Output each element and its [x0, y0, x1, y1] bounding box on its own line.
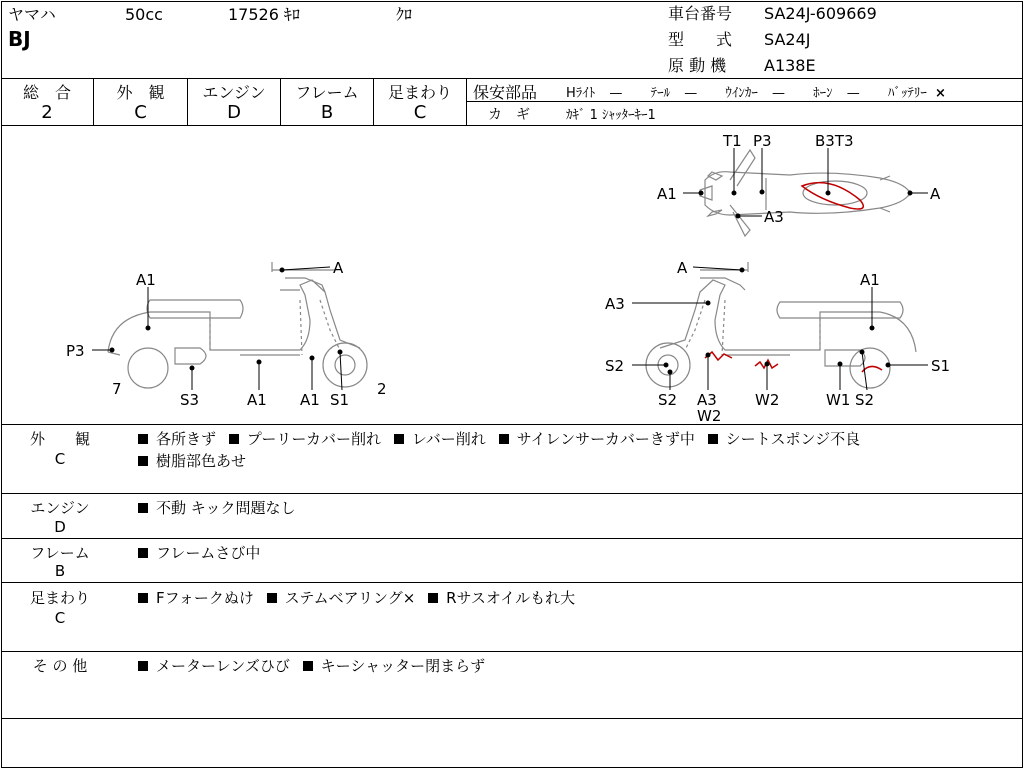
- safety-taillight: ﾃｰﾙ: [650, 86, 671, 101]
- remark-item: フレームさび中: [156, 544, 261, 562]
- label-right-a3-b: A3: [697, 391, 717, 409]
- remark-exterior-label: 外 観: [29, 430, 90, 448]
- bullet-icon: [267, 593, 277, 603]
- maker: ヤマハ: [8, 5, 56, 24]
- label-top-p3: P3: [753, 132, 772, 150]
- safety-battery-mark: ×: [935, 86, 946, 101]
- label-right-a-top: A: [677, 259, 688, 277]
- remark-item: ステムベアリング×: [284, 589, 416, 607]
- label-right-s2-b: S2: [658, 391, 678, 409]
- color: ｸﾛ: [396, 5, 413, 24]
- label-left-a1-bottom: A1: [247, 391, 267, 409]
- label-right-s2-c: S2: [855, 391, 875, 409]
- label-left-s1: S1: [330, 391, 350, 409]
- divider: [1, 493, 1022, 494]
- remark-item: レバー削れ: [411, 430, 486, 448]
- grade-engine-label: エンジン: [202, 83, 266, 102]
- label-right-a1-top: A1: [860, 271, 880, 289]
- divider: [1, 78, 1022, 79]
- divider: [1, 582, 1022, 583]
- divider: [1, 424, 1022, 425]
- divider: [466, 101, 1022, 102]
- remark-other-label: そ の 他: [32, 657, 88, 675]
- bullet-icon: [138, 456, 148, 466]
- remark-item: Fフォークぬけ: [156, 589, 254, 607]
- remark-suspension-line1: [138, 587, 575, 608]
- label-left-s3: S3: [180, 391, 200, 409]
- bullet-icon: [708, 434, 718, 444]
- grade-exterior-label: 外 観: [116, 83, 165, 102]
- engine-value: A138E: [764, 56, 816, 75]
- safety-battery: ﾊﾞｯﾃﾘｰ: [887, 86, 927, 101]
- bullet-icon: [138, 661, 148, 671]
- divider: [1, 651, 1022, 652]
- safety-horn-mark: —: [846, 86, 860, 101]
- bullet-icon: [138, 548, 148, 558]
- label-right-a3: A3: [605, 295, 625, 313]
- safety-winker-mark: —: [771, 86, 785, 101]
- key-value: ｶｷﾞ 1 ｼｬｯﾀｰｷｰ1: [566, 108, 656, 123]
- label-left-a-top: A: [333, 259, 344, 277]
- label-right-s2-left: S2: [605, 357, 625, 375]
- remark-frame-grade: B: [54, 562, 66, 580]
- label-right-w1: W1: [826, 391, 851, 409]
- grade-total-value: 2: [41, 102, 53, 123]
- displacement: 50cc: [125, 5, 163, 24]
- label-left-a1-bottom2: A1: [300, 391, 320, 409]
- label-left-2: 2: [377, 380, 387, 398]
- label-left-a1-top: A1: [136, 271, 156, 289]
- remark-item: 各所きず: [156, 430, 217, 448]
- label-right-w2-c: W2: [755, 391, 780, 409]
- label-left-p3: P3: [66, 342, 85, 360]
- divider: [1, 718, 1022, 719]
- frame-no: SA24J-609669: [764, 4, 877, 23]
- type-value: SA24J: [764, 30, 811, 49]
- bullet-icon: [229, 434, 239, 444]
- safety-taillight-mark: —: [684, 86, 698, 101]
- safety-horn: ﾎｰﾝ: [813, 86, 833, 101]
- label-right-w2-b: W2: [697, 407, 722, 424]
- grade-frame-label: フレーム: [295, 83, 359, 102]
- remark-engine-line1: [138, 497, 295, 518]
- label-top-t1: T1: [723, 132, 742, 150]
- engine-label: 原 動 機: [668, 56, 727, 75]
- divider: [466, 78, 467, 125]
- remark-exterior-line2: [138, 450, 246, 471]
- key-label: カ ギ: [488, 107, 530, 123]
- mileage: 17526 ｷﾛ: [228, 5, 300, 24]
- bullet-icon: [428, 593, 438, 603]
- safety-label: 保安部品: [473, 83, 538, 102]
- remark-item: キーシャッター閉まらず: [320, 657, 486, 675]
- remark-item: メーターレンズひび: [156, 657, 290, 675]
- grade-exterior-value: C: [134, 102, 147, 123]
- safety-winker: ｳｲﾝｶｰ: [725, 86, 758, 101]
- safety-headlight-mark: —: [609, 86, 623, 101]
- grade-frame-value: B: [320, 102, 334, 123]
- bullet-icon: [138, 503, 148, 513]
- remark-engine-grade: D: [54, 518, 66, 536]
- bullet-icon: [138, 593, 148, 603]
- remark-item: 不動 キック問題なし: [156, 499, 296, 517]
- bullet-icon: [138, 434, 148, 444]
- remark-suspension-grade: C: [54, 609, 66, 627]
- remark-item: サイレンサーカバーきず中: [516, 430, 695, 448]
- remark-exterior-grade: C: [54, 450, 66, 468]
- label-left-7: 7: [112, 380, 122, 398]
- bullet-icon: [303, 661, 313, 671]
- label-top-a3: A3: [764, 208, 784, 226]
- label-top-b3t3: B3T3: [815, 132, 854, 150]
- bullet-icon: [499, 434, 509, 444]
- grade-suspension-label: 足まわり: [387, 83, 452, 102]
- remark-frame-line1: [138, 542, 260, 563]
- bullet-icon: [394, 434, 404, 444]
- model-name: BJ: [8, 27, 31, 51]
- label-right-s1: S1: [931, 357, 951, 375]
- grade-engine-value: D: [227, 102, 241, 123]
- safety-headlight: Hﾗｲﾄ: [566, 86, 596, 101]
- remark-item: プーリーカバー削れ: [246, 430, 382, 448]
- damage-diagram: [0, 126, 1024, 424]
- remark-frame-label: フレーム: [30, 544, 90, 562]
- grade-total-label: 総 合: [22, 83, 71, 102]
- remark-item: Rサスオイルもれ大: [446, 589, 576, 607]
- remark-item: 樹脂部色あせ: [156, 452, 247, 470]
- remark-suspension-label: 足まわり: [29, 589, 90, 607]
- grade-suspension-value: C: [413, 102, 427, 123]
- remark-engine-label: エンジン: [30, 499, 90, 517]
- remark-item: シートスポンジ不良: [725, 430, 861, 448]
- label-top-a: A: [930, 185, 941, 203]
- type-label: 型 式: [668, 30, 733, 49]
- remark-exterior-line1: [138, 428, 860, 449]
- remark-other-line1: [138, 655, 485, 676]
- frame-no-label: 車台番号: [668, 4, 733, 23]
- divider: [1, 538, 1022, 539]
- safety-row: [566, 82, 946, 101]
- label-top-a1: A1: [657, 185, 677, 203]
